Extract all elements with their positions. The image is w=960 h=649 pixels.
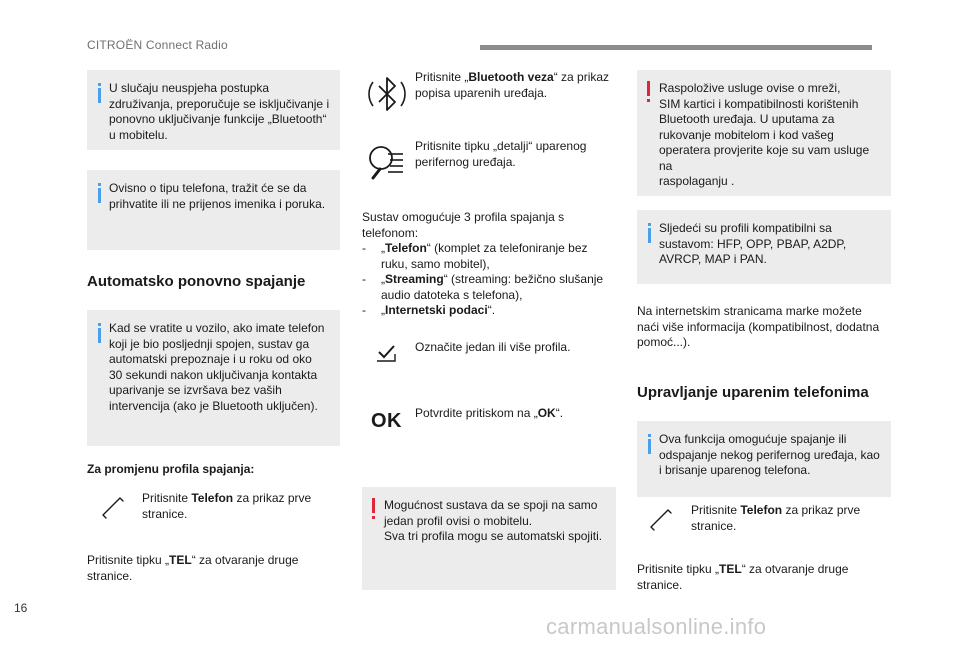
bold-text: TEL [719,562,742,576]
warning-text [384,498,606,545]
line: prihvatite ili ne prijenos imenika i poruka. [109,196,326,211]
line: Kad se vratite u vozilo, ako imate telefon [109,321,325,335]
info-icon [646,223,660,243]
line: Bluetooth uređaja. U uputama za [659,112,835,126]
text: “ (komplet za telefoniranje bez [426,241,588,255]
text: Pritisnite [142,491,192,505]
line: uparivanje se izvršava bez vaših [109,383,282,397]
bold-text: Telefon [740,503,783,517]
line: automatski prepoznaje i u roku od oko [109,352,312,366]
line: stranice. [87,568,133,583]
text: za prikaz prve [782,503,861,517]
step-tel-2 [637,562,848,593]
dash: - [362,241,366,255]
line: i brisanje uparenog telefona. [659,463,811,477]
step-tel [87,553,298,584]
text: “ za otvaranje druge [741,562,849,576]
warning-icon [370,498,378,520]
header-title: CITROËN Connect Radio [87,38,228,52]
checkbox-check-icon [374,343,398,363]
dash: - [362,272,366,286]
phone-handset-icon [100,494,126,520]
info-text [109,181,330,212]
text: „ [381,272,385,286]
step-telefon [142,491,311,522]
line: audio datoteka s telefona), [381,287,523,302]
line [142,491,311,507]
profile-list [362,241,622,319]
info-icon [96,183,110,203]
line [637,562,848,578]
list-item [362,303,622,319]
line: operatera provjerite koje su vam usluge na [659,143,870,173]
line: stranice. [691,518,737,533]
line: odspajanje nekog perifernog uređaja, kao [659,447,880,462]
line: Na internetskim stranicama marke možete [637,304,862,318]
dash: - [362,303,366,317]
line: stranice. [142,506,188,521]
line: jedan profil ovisi o mobitelu. [384,513,533,528]
line [691,503,860,519]
list-item [362,272,622,303]
info-text [109,81,330,143]
info-box-pairing-failure [87,70,340,150]
section-heading-auto-reconnect: Automatsko ponovno spajanje [87,273,306,290]
line: sustavom: HFP, OPP, PBAP, A2DP, [659,236,847,251]
line: Raspoložive usluge ovise o mreži, [659,81,841,95]
line: Pritisnite tipku „detalji“ uparenog [415,139,587,153]
page-number: 16 [14,601,28,615]
warning-box-profiles [362,487,616,590]
info-icon [96,83,110,103]
line [381,303,622,319]
line: Ovisno o tipu telefona, tražit će se da [109,181,307,195]
bold-text: TEL [169,553,192,567]
text: „ [381,241,385,255]
line: telefonom: [362,225,419,240]
line: Ova funkcija omogućuje spajanje ili [659,432,847,446]
text: Pritisnite tipku „ [87,553,170,567]
text: “ za prikaz [553,70,610,84]
text: “. [487,303,496,317]
line [87,553,298,569]
info-box-phonebook [87,170,340,250]
line: SIM kartici i kompatibilnosti korištenih [659,96,859,111]
line: u mobitelu. [109,127,168,142]
header-bar [480,45,872,50]
line: stranice. [637,577,683,592]
line [415,70,609,86]
line: ruku, samo mobitel), [381,256,490,271]
profile-change-label: Za promjenu profila spajanja: [87,462,255,476]
warning-box-services [637,70,891,196]
line: 30 sekundi nakon uključivanja kontakta [109,367,318,382]
line: naći više informacija (kompatibilnost, dodatna [637,319,880,334]
text: “. [555,406,564,420]
text: “ za otvaranje druge [191,553,299,567]
text: “ (streaming: bežično slušanje [443,272,604,286]
info-text [109,321,330,414]
bold-text: Streaming [385,272,444,286]
info-box-manage-devices [637,421,891,497]
line: pomoć...). [637,335,691,349]
section-heading-paired-phones: Upravljanje uparenim telefonima [637,384,869,401]
text: Pritisnite „ [415,70,469,84]
step-bluetooth [415,70,609,101]
info-text [659,221,881,268]
line [381,241,622,257]
step-check-profiles: Označite jedan ili više profila. [415,340,571,354]
line: popisa uparenih uređaja. [415,85,548,100]
line: združivanja, preporučuje se isključivanje i [109,96,330,111]
bold-text: OK [537,406,556,420]
text: za prikaz prve [233,491,312,505]
line: Sljedeći su profili kompatibilni sa [659,221,832,235]
line: AVRCP, MAP i PAN. [659,252,767,266]
info-box-compatible-profiles [637,210,891,284]
phone-handset-icon [648,506,674,532]
line: intervencija (ako je Bluetooth uključen). [109,398,318,413]
info-icon [96,323,110,343]
watermark: carmanualsonline.info [546,614,767,639]
bold-text: Telefon [191,491,234,505]
bluetooth-icon [367,72,407,116]
line: raspolaganju . [659,174,735,188]
line: koji je bio posljednji spojen, sustav ga [109,336,310,351]
bold-text: Bluetooth veza [468,70,554,84]
line: Mogućnost sustava da se spoji na samo [384,498,598,512]
website-info [637,304,897,351]
line [381,272,622,288]
line: U slučaju neuspjeha postupka [109,81,270,95]
text: Potvrdite pritiskom na „ [415,406,538,420]
line: perifernog uređaja. [415,154,516,169]
ok-icon: OK [371,410,402,432]
text: „ [381,303,385,317]
profiles-intro [362,210,612,241]
list-item [362,241,622,272]
warning-text [659,81,881,190]
line: ponovno uključivanje funkcije „Bluetooth“ [109,112,327,126]
info-box-auto-reconnect [87,310,340,446]
line: Sustav omogućuje 3 profila spajanja s [362,210,565,224]
text: Pritisnite [691,503,741,517]
bold-text: Internetski podaci [385,303,488,317]
magnifier-details-icon [366,142,406,182]
step-details [415,139,586,170]
info-text [659,432,881,479]
warning-icon [645,81,653,103]
info-icon [646,434,660,454]
step-telefon-2 [691,503,860,534]
bold-text: Telefon [385,241,427,255]
line: rukovanje mobitelom i kod vašeg [659,127,834,142]
line: Sva tri profila mogu se automatski spojiti. [384,529,603,543]
step-confirm-ok [415,406,563,422]
text: Pritisnite tipku „ [637,562,720,576]
